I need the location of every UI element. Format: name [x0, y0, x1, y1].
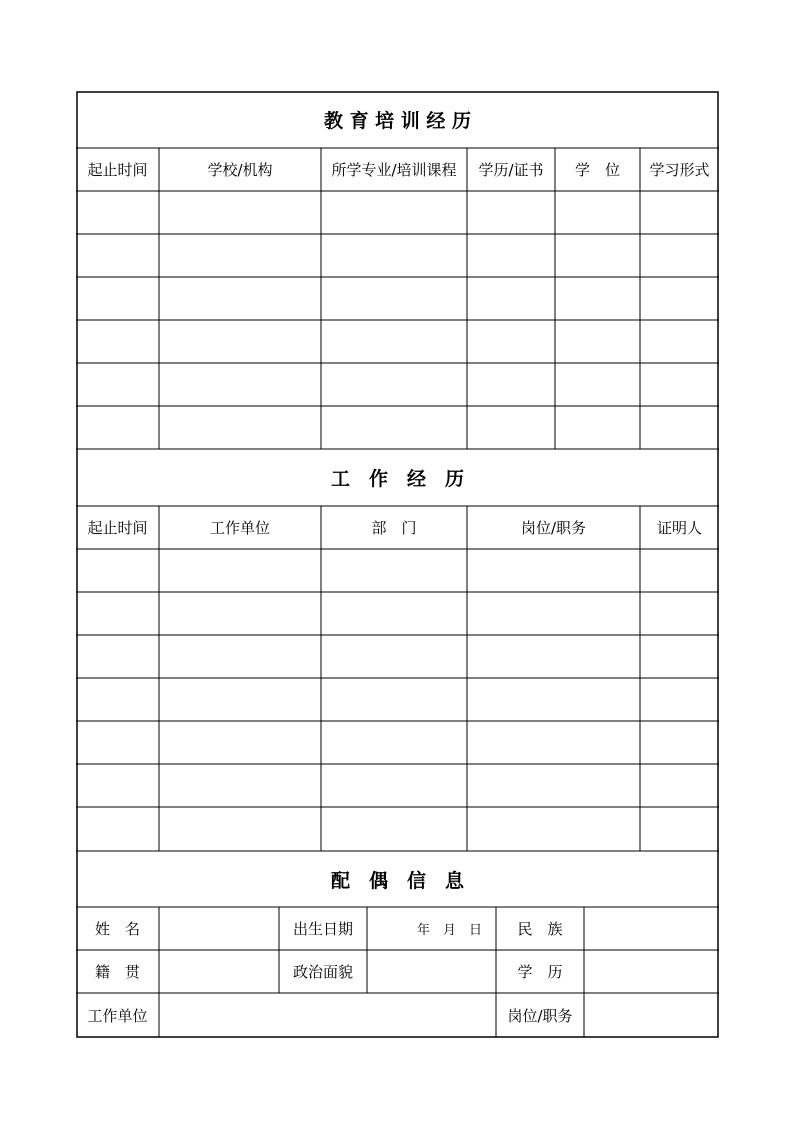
- education-row-3-cell-2[interactable]: [159, 277, 321, 320]
- education-row-4-cell-6[interactable]: [640, 320, 719, 363]
- education-row-1-cell-3[interactable]: [321, 191, 467, 234]
- education-row-3-cell-6[interactable]: [640, 277, 719, 320]
- education-row-5-cell-6[interactable]: [640, 363, 719, 406]
- education-section-title: 教 育 培 训 经 历: [323, 110, 472, 132]
- spouse-employer-field[interactable]: [159, 993, 496, 1038]
- work-row-6-cell-3[interactable]: [321, 764, 467, 807]
- work-row-4-cell-5[interactable]: [640, 678, 719, 721]
- spouse-birth-field[interactable]: 年 月 日: [416, 923, 482, 938]
- resume-form-table: [76, 91, 719, 1038]
- spouse-education-field[interactable]: [584, 950, 719, 993]
- work-row-1-cell-3[interactable]: [321, 549, 467, 592]
- spouse-position-label: 岗位/职务: [507, 1007, 573, 1025]
- spouse-origin-label: 籍 贯: [94, 963, 140, 981]
- education-row-5-cell-2[interactable]: [159, 363, 321, 406]
- work-row-7-cell-3[interactable]: [321, 807, 467, 851]
- work-row-1-cell-4[interactable]: [467, 549, 640, 592]
- work-row-2-cell-5[interactable]: [640, 592, 719, 635]
- spouse-political-field[interactable]: [367, 950, 496, 993]
- education-header-cell-4: 学历/证书: [478, 161, 544, 179]
- education-row-4-cell-2[interactable]: [159, 320, 321, 363]
- work-header-cell-5: 证明人: [656, 519, 702, 537]
- education-header-cell-2: 学校/机构: [207, 161, 273, 179]
- education-row-1-cell-1[interactable]: [76, 191, 159, 234]
- spouse-section-title: 配 偶 信 息: [330, 869, 464, 892]
- work-row-4-cell-1[interactable]: [76, 678, 159, 721]
- work-row-2-cell-4[interactable]: [467, 592, 640, 635]
- education-row-6-cell-4[interactable]: [467, 406, 555, 449]
- work-row-6-cell-1[interactable]: [76, 764, 159, 807]
- education-row-4-cell-4[interactable]: [467, 320, 555, 363]
- education-row-5-cell-3[interactable]: [321, 363, 467, 406]
- spouse-employer-label: 工作单位: [87, 1007, 148, 1025]
- education-row-2-cell-6[interactable]: [640, 234, 719, 277]
- work-row-1-cell-5[interactable]: [640, 549, 719, 592]
- education-row-1-cell-2[interactable]: [159, 191, 321, 234]
- education-row-1-cell-5[interactable]: [555, 191, 640, 234]
- work-row-1-cell-1[interactable]: [76, 549, 159, 592]
- work-row-7-cell-4[interactable]: [467, 807, 640, 851]
- education-header-cell-6: 学习形式: [649, 161, 710, 179]
- work-header-cell-2: 工作单位: [209, 519, 270, 537]
- education-row-6-cell-5[interactable]: [555, 406, 640, 449]
- education-row-4-cell-1[interactable]: [76, 320, 159, 363]
- education-row-3-cell-3[interactable]: [321, 277, 467, 320]
- education-row-3-cell-1[interactable]: [76, 277, 159, 320]
- work-row-5-cell-5[interactable]: [640, 721, 719, 764]
- work-row-2-cell-3[interactable]: [321, 592, 467, 635]
- education-row-5-cell-5[interactable]: [555, 363, 640, 406]
- work-row-5-cell-3[interactable]: [321, 721, 467, 764]
- education-header-cell-3: 所学专业/培训课程: [331, 161, 457, 179]
- work-row-6-cell-2[interactable]: [159, 764, 321, 807]
- education-row-2-cell-1[interactable]: [76, 234, 159, 277]
- spouse-name-field[interactable]: [159, 907, 279, 950]
- education-row-4-cell-3[interactable]: [321, 320, 467, 363]
- work-row-2-cell-1[interactable]: [76, 592, 159, 635]
- education-row-5-cell-1[interactable]: [76, 363, 159, 406]
- work-row-3-cell-1[interactable]: [76, 635, 159, 678]
- education-row-3-cell-4[interactable]: [467, 277, 555, 320]
- work-row-4-cell-3[interactable]: [321, 678, 467, 721]
- work-section-title: 工 作 经 历: [330, 468, 464, 490]
- work-row-1-cell-2[interactable]: [159, 549, 321, 592]
- work-row-4-cell-4[interactable]: [467, 678, 640, 721]
- education-header-cell-1: 起止时间: [87, 161, 148, 179]
- work-row-4-cell-2[interactable]: [159, 678, 321, 721]
- spouse-political-label: 政治面貌: [292, 963, 353, 981]
- work-row-7-cell-5[interactable]: [640, 807, 719, 851]
- work-row-6-cell-4[interactable]: [467, 764, 640, 807]
- work-row-3-cell-4[interactable]: [467, 635, 640, 678]
- spouse-birth-label: 出生日期: [292, 920, 353, 938]
- education-row-2-cell-4[interactable]: [467, 234, 555, 277]
- education-row-2-cell-2[interactable]: [159, 234, 321, 277]
- spouse-origin-field[interactable]: [159, 950, 279, 993]
- work-row-2-cell-2[interactable]: [159, 592, 321, 635]
- education-row-6-cell-6[interactable]: [640, 406, 719, 449]
- work-header-cell-1: 起止时间: [87, 519, 148, 537]
- education-row-2-cell-5[interactable]: [555, 234, 640, 277]
- spouse-name-label: 姓 名: [94, 920, 140, 938]
- work-row-5-cell-2[interactable]: [159, 721, 321, 764]
- education-row-4-cell-5[interactable]: [555, 320, 640, 363]
- work-row-3-cell-5[interactable]: [640, 635, 719, 678]
- spouse-education-label: 学 历: [517, 963, 563, 981]
- work-row-5-cell-1[interactable]: [76, 721, 159, 764]
- work-row-6-cell-5[interactable]: [640, 764, 719, 807]
- spouse-ethnicity-label: 民 族: [517, 920, 563, 938]
- education-row-3-cell-5[interactable]: [555, 277, 640, 320]
- work-header-cell-3: 部 门: [371, 519, 417, 537]
- education-row-1-cell-6[interactable]: [640, 191, 719, 234]
- work-row-3-cell-3[interactable]: [321, 635, 467, 678]
- work-row-3-cell-2[interactable]: [159, 635, 321, 678]
- education-row-6-cell-2[interactable]: [159, 406, 321, 449]
- work-header-cell-4: 岗位/职务: [520, 519, 587, 537]
- education-row-1-cell-4[interactable]: [467, 191, 555, 234]
- education-row-6-cell-3[interactable]: [321, 406, 467, 449]
- education-row-6-cell-1[interactable]: [76, 406, 159, 449]
- education-row-2-cell-3[interactable]: [321, 234, 467, 277]
- education-row-5-cell-4[interactable]: [467, 363, 555, 406]
- spouse-ethnicity-field[interactable]: [584, 907, 719, 950]
- work-row-7-cell-1[interactable]: [76, 807, 159, 851]
- work-row-5-cell-4[interactable]: [467, 721, 640, 764]
- education-header-cell-5: 学 位: [574, 161, 620, 179]
- work-row-7-cell-2[interactable]: [159, 807, 321, 851]
- spouse-position-field[interactable]: [584, 993, 719, 1038]
